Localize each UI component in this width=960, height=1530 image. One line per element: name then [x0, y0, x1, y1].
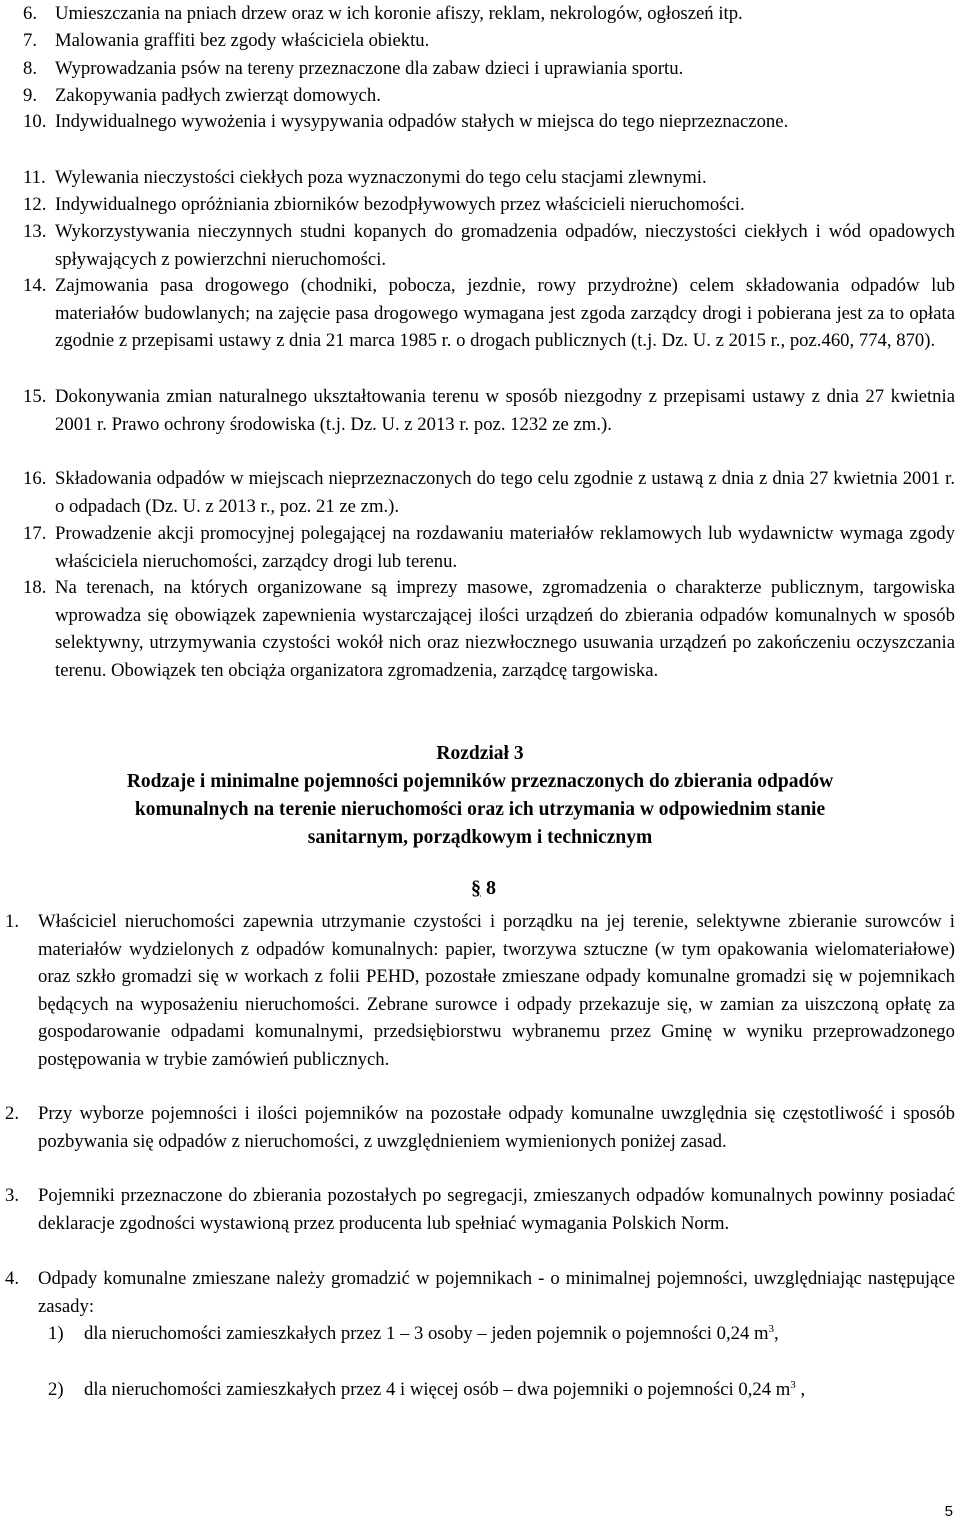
section-item-number: 4. — [5, 1268, 20, 1289]
section-item-text: Odpady komunalne zmieszane należy gromadzić w pojemnikach - o minimalnej pojemności, uwzględniając następujące zasady: — [38, 1268, 955, 1317]
list-number: 10. — [23, 111, 47, 132]
list-number: 18. — [23, 577, 47, 598]
list-number: 11. — [23, 167, 46, 188]
section-item-number: 3. — [5, 1185, 20, 1206]
list-number: 8. — [23, 58, 38, 79]
list-text: Wylewania nieczystości ciekłych poza wyznaczonymi do tego celu stacjami zlewnymi. — [55, 167, 707, 188]
sub-item-text — [84, 1320, 955, 1348]
list-item — [23, 465, 955, 520]
list-text: Na terenach, na których organizowane są imprezy masowe, zgromadzenia o charakterze publicznym, targowiska wprowadza się obowiązek zapewnienia wystarczającej ilości urządzeń do zbierania odpadów komunalnych w sposób selektywny, utrzymywania czystości wokół nich oraz niezwłocznego usuwania urządzeń po zakończeniu oczyszczania terenu. Obowiązek ten obciąża organizatora zgromadzenia, zarządcę targowiska. — [55, 577, 955, 681]
list-text: Zakopywania padłych zwierząt domowych. — [55, 85, 381, 106]
section-sign: § — [471, 877, 481, 899]
section-item-number: 1. — [5, 911, 20, 932]
chapter-title-line: sanitarnym, porządkowym i technicznym — [307, 827, 653, 848]
section-item-text: Pojemniki przeznaczone do zbierania pozostałych po segregacji, zmieszanych odpadów komunalnych powinny posiadać deklaracje zgodności wystawioną przez producenta lub spełniać wymagania Polskich Norm. — [38, 1185, 955, 1234]
sub-item-body: dla nieruchomości zamieszkałych przez 4 i więcej osób – dwa pojemniki o pojemności 0,24 m — [84, 1379, 791, 1400]
sub-item-number: 1) — [48, 1323, 64, 1344]
sub-item-body: dla nieruchomości zamieszkałych przez 1 – 3 osoby – jeden pojemnik o pojemności 0,24 m — [84, 1323, 769, 1344]
section-item — [5, 1182, 955, 1237]
list-text: Indywidualnego wywożenia i wysypywania odpadów stałych w miejsca do tego nieprzeznaczone. — [55, 111, 789, 132]
list-number: 9. — [23, 85, 38, 106]
section-item-text: Przy wyborze pojemności i ilości pojemników na pozostałe odpady komunalne uwzględnia się częstotliwość i sposób pozbywania się odpadów z nieruchomości, z uwzględnieniem wymienionych poniżej zasad. — [38, 1103, 955, 1152]
list-item — [23, 108, 955, 136]
section-item — [5, 908, 955, 1074]
superscript: 3 — [768, 1322, 775, 1335]
list-number: 14. — [23, 275, 47, 296]
sub-item-text — [84, 1376, 955, 1404]
sub-item — [48, 1320, 955, 1348]
list-text: Wyprowadzania psów na tereny przeznaczone dla zabaw dzieci i uprawiania sportu. — [55, 58, 684, 79]
section-item-number: 2. — [5, 1103, 20, 1124]
sub-item-tail: , — [795, 1379, 806, 1400]
section-item — [5, 1100, 955, 1155]
list-text: Umieszczania na pniach drzew oraz w ich koronie afiszy, reklam, nekrologów, ogłoszeń itp. — [55, 3, 743, 24]
sub-item-tail: , — [774, 1323, 779, 1344]
list-number: 17. — [23, 523, 47, 544]
list-text: Zajmowania pasa drogowego (chodniki, pobocza, jezdnie, rowy przydrożne) celem składowania odpadów lub materiałów budowlanych; na zajęcie pasa drogowego wymagana jest zgoda zarządcy drogi i pobierana jest za to opłata zgodnie z przepisami ustawy z dnia 21 marca 1985 r. o drogach publicznych (t.j. Dz. U. z 2015 r., poz.460, 774, 870). — [55, 275, 955, 352]
section-number: 8 — [486, 877, 496, 899]
list-number: 7. — [23, 30, 38, 51]
list-number: 16. — [23, 468, 47, 489]
list-text: Składowania odpadów w miejscach nieprzeznaczonych do tego celu zgodnie z ustawą z dnia z dnia 27 kwietnia 2001 r. o odpadach (Dz. U. z 2013 r., poz. 21 ze zm.). — [55, 468, 955, 517]
list-number: 13. — [23, 221, 47, 242]
chapter-title-line: Rodzaje i minimalne pojemności pojemników przeznaczonych do zbierania odpadów — [126, 771, 834, 792]
list-item — [23, 520, 955, 575]
list-number: 12. — [23, 194, 47, 215]
list-number: 6. — [23, 3, 38, 24]
list-text: Malowania graffiti bez zgody właściciela obiektu. — [55, 30, 430, 51]
list-number: 15. — [23, 386, 47, 407]
page-number: 5 — [944, 1503, 953, 1520]
list-text: Indywidualnego opróżniania zbiorników bezodpływowych przez właścicieli nieruchomości. — [55, 194, 745, 215]
list-item — [23, 0, 955, 28]
list-item — [23, 218, 955, 273]
section-item-text: Właściciel nieruchomości zapewnia utrzymanie czystości i porządku na jej terenie, selektywne zbieranie surowców i materiałów wydzielonych z odpadów komunalnych: papier, tworzywa sztuczne (w tym opakowania wielomateriałowe) oraz szkło gromadzi się w workach z folii PEHD, pozostałe zmieszane odpady komunalne gromadzi się w pojemnikach będących na wyposażeniu nieruchomości. Zebrane surowce i odpady przekazuje się, w zamian za uiszczoną opłatę za gospodarowanie odpadami komunalnymi, przedsiębiorstwu wybranemu przez Gminę w wyniku przeprowadzonego postępowania w trybie zamówień publicznych. — [38, 911, 955, 1070]
list-item — [23, 574, 955, 684]
list-item — [23, 27, 955, 55]
sub-item-number: 2) — [48, 1379, 64, 1400]
section-heading — [471, 877, 496, 900]
list-item — [23, 82, 955, 110]
chapter-title-line: komunalnych na terenie nieruchomości oraz ich utrzymania w odpowiednim stanie — [134, 799, 826, 820]
list-item — [23, 55, 955, 83]
list-text: Wykorzystywania nieczynnych studni kopanych do gromadzenia odpadów, nieczystości ciekłych i wód opadowych spływających z powierzchni nieruchomości. — [55, 221, 955, 270]
list-text: Prowadzenie akcji promocyjnej polegającej na rozdawaniu materiałów reklamowych lub wydawnictw wymaga zgody właściciela nieruchomości, zarządcy drogi lub terenu. — [55, 523, 955, 572]
list-text: Dokonywania zmian naturalnego ukształtowania terenu w sposób niezgodny z przepisami ustawy z dnia 27 kwietnia 2001 r. Prawo ochrony środowiska (t.j. Dz. U. z 2013 r. poz. 1232 ze zm.). — [55, 386, 955, 435]
list-item — [23, 191, 955, 219]
superscript: 3 — [790, 1378, 796, 1391]
list-item — [23, 164, 955, 192]
chapter-label: Rozdział 3 — [436, 743, 524, 764]
list-item — [23, 272, 955, 355]
sub-item — [48, 1376, 955, 1404]
list-item — [23, 383, 955, 438]
section-item — [5, 1265, 955, 1320]
